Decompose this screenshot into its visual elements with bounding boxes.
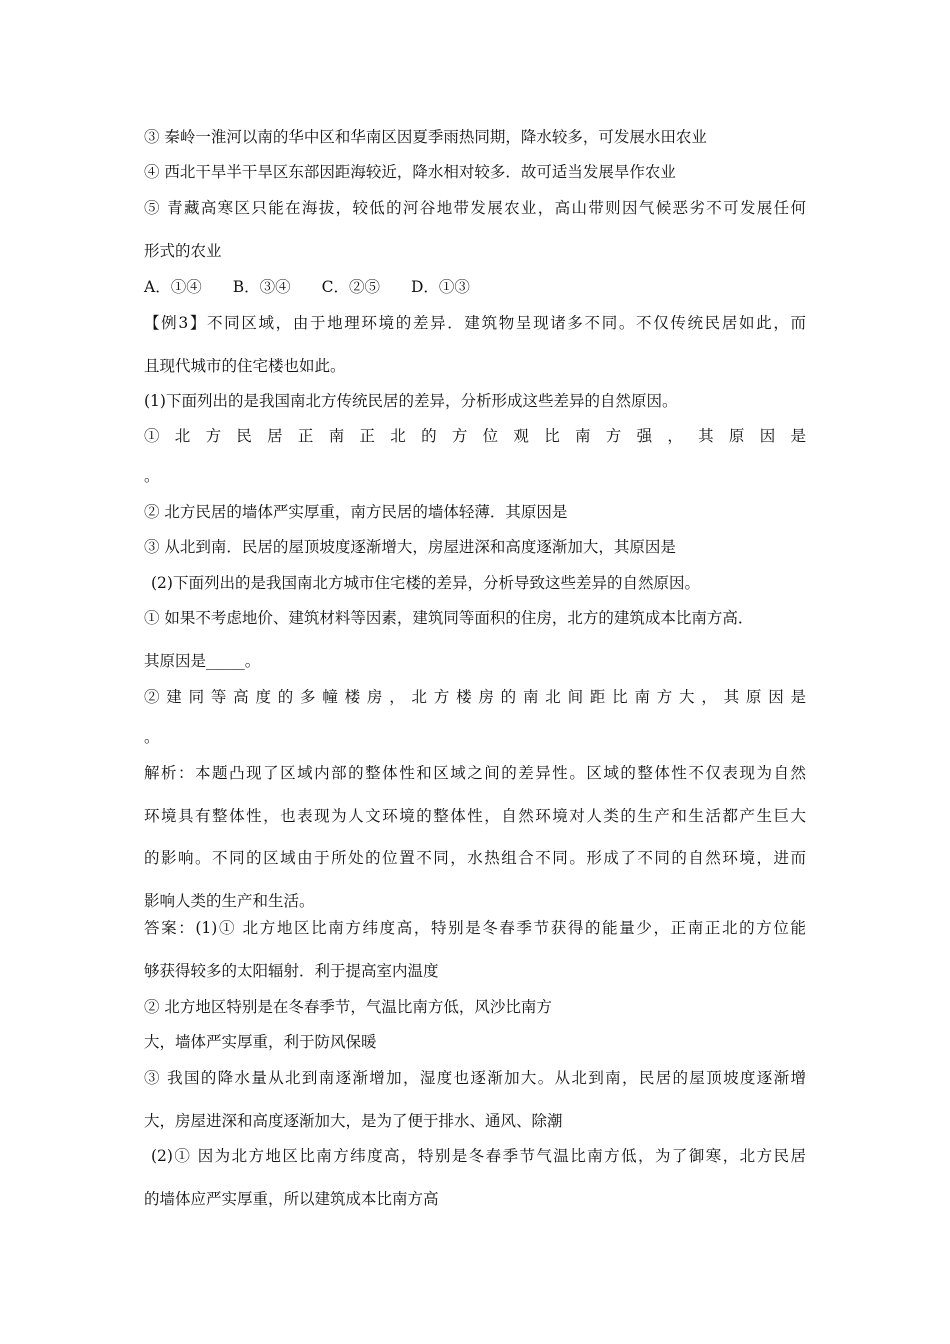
analysis-line-4: 影响人类的生产和生活。 (144, 892, 315, 910)
question-part-1: (1)下面列出的是我国南北方传统民居的差异，分析形成这些差异的自然原因。 (144, 392, 678, 410)
answer-line-5: ③ 我国的降水量从北到南逐渐增加，湿度也逐渐加大。从北到南，民居的屋顶坡度逐渐增 (144, 1069, 806, 1087)
option-line-5-cont: 形式的农业 (144, 242, 222, 260)
answer-line-4: 大，墙体严实厚重，利于防风保暖 (144, 1033, 377, 1051)
question-2-item-2-end: 。 (144, 728, 160, 746)
option-line-3: ③ 秦岭一淮河以南的华中区和华南区因夏季雨热同期，降水较多，可发展水田农业 (144, 128, 707, 146)
analysis-line-3: 的影响。不同的区域由于所处的位置不同，水热组合不同。形成了不同的自然环境，进而 (144, 849, 806, 867)
analysis-line-2: 环境具有整体性，也表现为人文环境的整体性，自然环境对人类的生产和生活都产生巨大 (144, 807, 806, 825)
answer-line-8: 的墙体应严实厚重，所以建筑成本比南方高 (144, 1190, 439, 1208)
option-line-4: ④ 西北干旱半干旱区东部因距海较近，降水相对较多．故可适当发展旱作农业 (144, 163, 676, 181)
question-1-item-1: ① 北 方 民 居 正 南 正 北 的 方 位 观 比 南 方 强 ， 其 原 因 是 (144, 427, 807, 445)
answer-line-6: 大，房屋进深和高度逐渐加大，是为了便于排水、通风、除潮 (144, 1112, 563, 1130)
question-2-item-2: ② 建 同 等 高 度 的 多 幢 楼 房 ， 北 方 楼 房 的 南 北 间 距 比 南 方 大 ， 其 原 因 是 (144, 688, 806, 706)
answer-line-7: (2)① 因为北方地区比南方纬度高，特别是冬春季节气温比南方低，为了御寒，北方民居 (151, 1147, 806, 1165)
question-part-2: (2)下面列出的是我国南北方城市住宅楼的差异，分析导致这些差异的自然原因。 (151, 574, 700, 592)
answer-line-3: ② 北方地区特别是在冬春季节，气温比南方低，风沙比南方 (144, 998, 552, 1016)
question-1-item-1-end: 。 (144, 467, 160, 485)
answer-line-1: 答案：(1)① 北方地区比南方纬度高，特别是冬春季节获得的能量少，正南正北的方位能 (144, 919, 806, 937)
answer-line-2: 够获得较多的太阳辐射．利于提高室内温度 (144, 962, 439, 980)
answer-choices: A．①④ B．③④ C．②⑤ D．①③ (144, 278, 470, 296)
question-1-item-2: ② 北方民居的墙体严实厚重，南方民居的墙体轻薄．其原因是 (144, 503, 568, 521)
example-3-title-cont: 且现代城市的住宅楼也如此。 (144, 357, 346, 375)
question-2-item-1: ① 如果不考虑地价、建筑材料等因素，建筑同等面积的住房，北方的建筑成本比南方高． (144, 609, 754, 627)
question-1-item-3: ③ 从北到南．民居的屋顶坡度逐渐增大，房屋进深和高度逐渐加大，其原因是 (144, 538, 676, 556)
analysis-line-1: 解析：本题凸现了区域内部的整体性和区域之间的差异性。区域的整体性不仅表现为自然 (144, 764, 806, 782)
question-2-item-1-cont: 其原因是_____。 (144, 652, 261, 670)
option-line-5: ⑤ 青藏高寒区只能在海拔，较低的河谷地带发展农业，高山带则因气候恶劣不可发展任何 (144, 199, 806, 217)
example-3-title: 【例3】不同区域，由于地理环境的差异．建筑物呈现诸多不同。不仅传统民居如此，而 (144, 314, 806, 332)
